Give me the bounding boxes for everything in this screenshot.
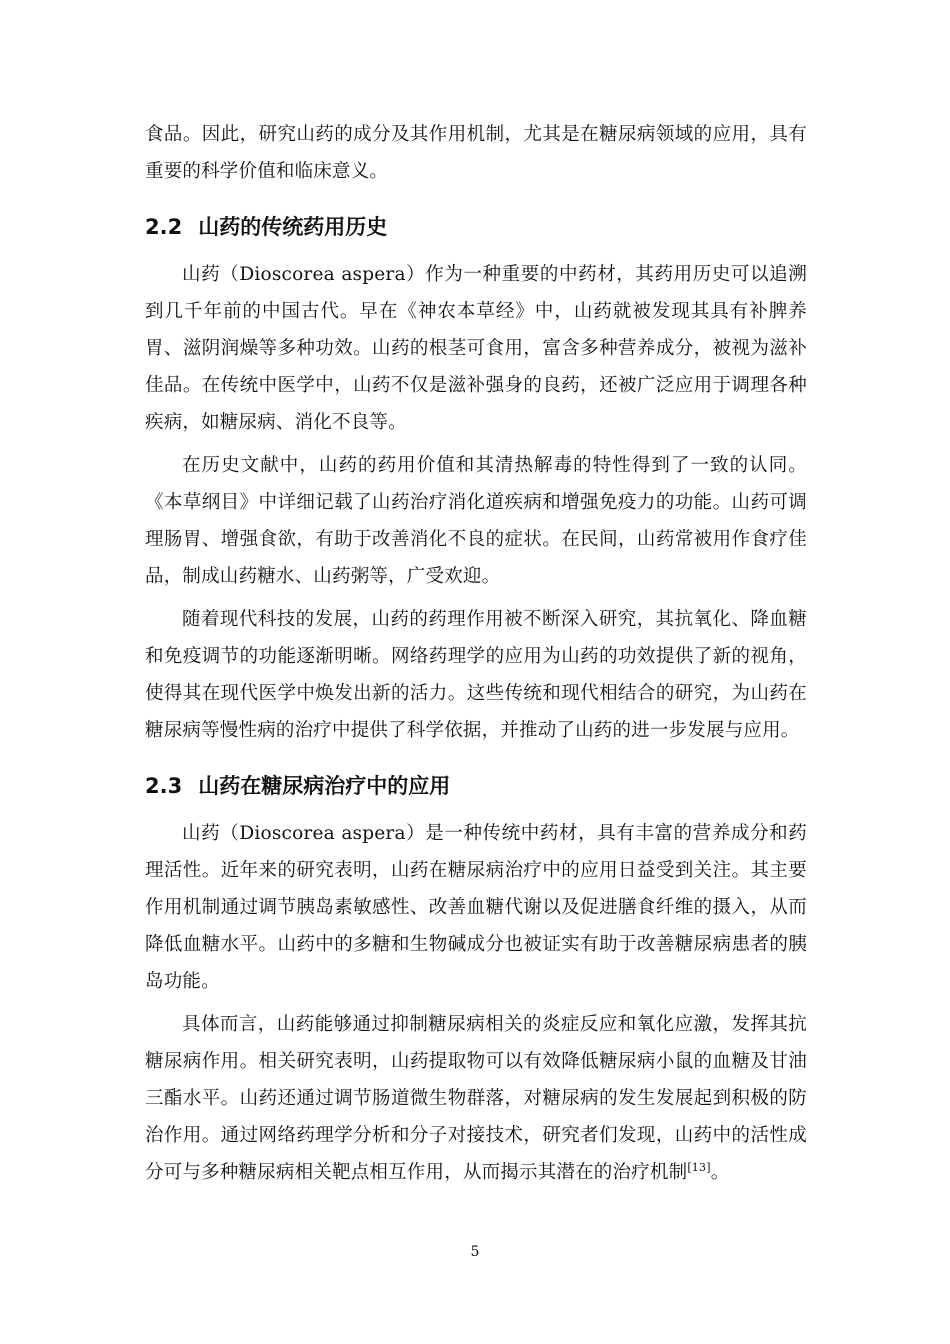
section-title: 山药在糖尿病治疗中的应用 [198,774,451,798]
page-number: 5 [470,1244,480,1260]
citation-reference: [13] [687,1160,711,1174]
paragraph-text: 具体而言，山药能够通过抑制糖尿病相关的炎症反应和氧化应激，发挥其抗糖尿病作用。相关研究表明，山药提取物可以有效降低糖尿病小鼠的血糖及甘油三酯水平。山药还通过调节肠道微生物群落，对糖尿病的发生发展起到积极的防治作用。通过网络药理学分析和分子对接技术，研究者们发现，山药中的活性成分可与多种糖尿病相关靶点相互作用，从而揭示其潜在的治疗机制 [145,1014,807,1183]
body-paragraph: 山药（Dioscorea aspera）作为一种重要的中药材，其药用历史可以追溯到几千年前的中国古代。早在《神农本草经》中，山药就被发现其具有补脾养胃、滋阴润燥等多种功效。山药的根茎可食用，富含多种营养成分，被视为滋补佳品。在传统中医学中，山药不仅是滋补强身的良药，还被广泛应用于调理各种疾病，如糖尿病、消化不良等。 [145,264,807,433]
body-paragraph: 在历史文献中，山药的药用价值和其清热解毒的特性得到了一致的认同。《本草纲目》中详细记载了山药治疗消化道疾病和增强免疫力的功能。山药可调理肠胃、增强食欲，有助于改善消化不良的症状。在民间，山药常被用作食疗佳品，制成山药糖水、山药粥等，广受欢迎。 [145,455,807,587]
section-title: 山药的传统药用历史 [198,215,388,239]
body-paragraph: 山药（Dioscorea aspera）是一种传统中药材，具有丰富的营养成分和药理活性。近年来的研究表明，山药在糖尿病治疗中的应用日益受到关注。其主要作用机制通过调节胰岛素敏感性、改善血糖代谢以及促进膳食纤维的摄入，从而降低血糖水平。山药中的多糖和生物碱成分也被证实有助于改善糖尿病患者的胰岛功能。 [145,823,807,992]
section-heading-2-3 [145,771,807,801]
page-content [145,116,807,1197]
section-number: 2.3 [145,774,183,798]
section-number: 2.2 [145,215,183,239]
intro-paragraph: 食品。因此，研究山药的成分及其作用机制，尤其是在糖尿病领域的应用，具有重要的科学价值和临床意义。 [145,124,807,182]
body-paragraph-with-citation [145,1006,807,1191]
section-heading-2-2 [145,212,807,242]
paragraph-end-punctuation: 。 [710,1162,730,1183]
body-paragraph: 随着现代科技的发展，山药的药理作用被不断深入研究，其抗氧化、降血糖和免疫调节的功能逐渐明晰。网络药理学的应用为山药的功效提供了新的视角，使得其在现代医学中焕发出新的活力。这些传统和现代相结合的研究，为山药在糖尿病等慢性病的治疗中提供了科学依据，并推动了山药的进一步发展与应用。 [145,609,807,741]
